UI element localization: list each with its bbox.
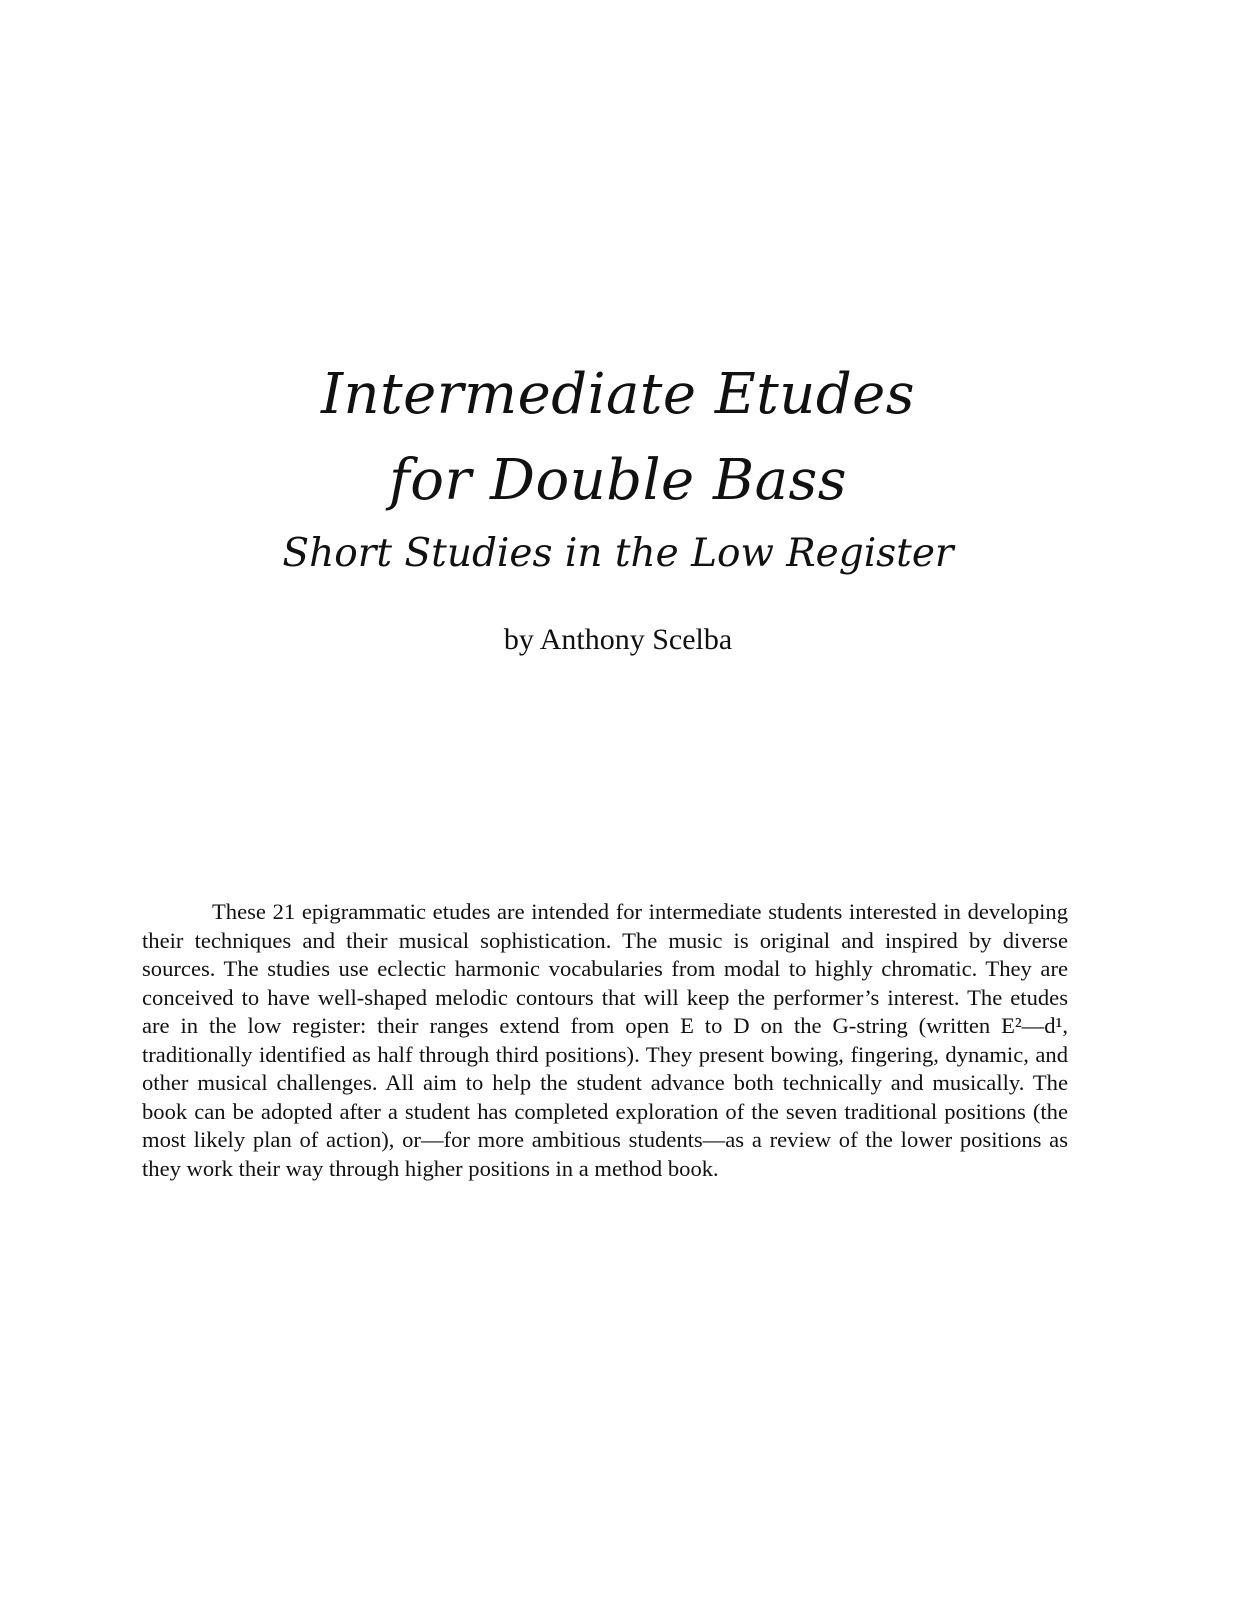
book-title-line-2: for Double Bass [389, 448, 847, 513]
title-block [0, 352, 1236, 580]
intro-paragraph: These 21 epigrammatic etudes are intended for intermediate students interested in developing their techniques and their musical sophistication. The music is original and inspired by diverse sources. The studies use eclectic harmonic vocabularies from modal to highly chromatic. They are conceived to have well-shaped melodic contours that will keep the performer’s interest. The etudes are in the low register: their ranges extend from open E to D on the G-string (written E²—d¹, traditionally identified as half through third positions). They present bowing, fingering, dynamic, and other musical challenges. All aim to help the student advance both technically and musically. The book can be adopted after a student has completed exploration of the seven traditional positions (the most likely plan of action), or—for more ambitious students—as a review of the lower positions as they work their way through higher positions in a method book. [142, 899, 1068, 1181]
author-line: by Anthony Scelba [503, 623, 733, 656]
book-subtitle: Short Studies in the Low Register [282, 531, 954, 576]
book-title-line-1: Intermediate Etudes [320, 362, 916, 427]
